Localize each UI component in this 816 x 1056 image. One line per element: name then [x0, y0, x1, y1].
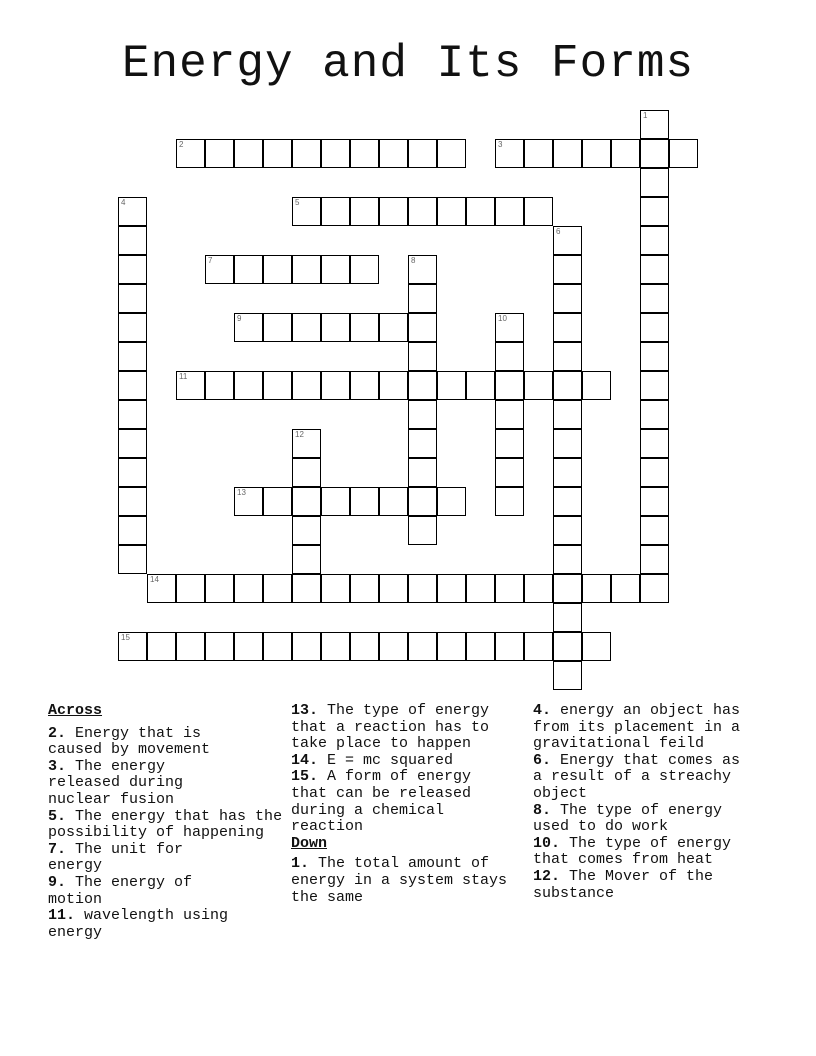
- grid-cell[interactable]: [640, 400, 669, 429]
- clue-number: 6: [556, 227, 561, 236]
- grid-cell[interactable]: [118, 371, 147, 400]
- clue-across-15: 15. A form of energy that can be released during a chemical reaction: [291, 768, 472, 836]
- grid-cell[interactable]: [321, 139, 350, 168]
- grid-cell[interactable]: [263, 487, 292, 516]
- clue-number: 14: [150, 575, 159, 584]
- grid-cell[interactable]: [408, 516, 437, 545]
- clue-down-1: 1. The total amount of energy in a system stays the same: [291, 855, 508, 906]
- grid-cell[interactable]: [495, 139, 524, 168]
- grid-cell[interactable]: [640, 371, 669, 400]
- grid-cell[interactable]: [321, 574, 350, 603]
- grid-cell[interactable]: [408, 429, 437, 458]
- grid-cell[interactable]: [118, 226, 147, 255]
- grid-cell[interactable]: [350, 632, 379, 661]
- grid-cell[interactable]: [495, 487, 524, 516]
- grid-cell[interactable]: [118, 487, 147, 516]
- grid-cell[interactable]: [553, 516, 582, 545]
- grid-cell[interactable]: [350, 197, 379, 226]
- grid-cell[interactable]: [350, 313, 379, 342]
- grid-cell[interactable]: [379, 632, 408, 661]
- clue-number: 4: [121, 198, 126, 207]
- grid-cell[interactable]: [640, 226, 669, 255]
- clue-number: 5: [295, 198, 300, 207]
- grid-cell[interactable]: [234, 255, 263, 284]
- grid-cell[interactable]: [640, 342, 669, 371]
- grid-cell[interactable]: [321, 487, 350, 516]
- grid-cell[interactable]: [292, 313, 321, 342]
- clue-across-7: 7. The unit for energy: [48, 840, 184, 875]
- clue-down-4: 4. energy an object has from its placement in a gravitational feild: [533, 702, 741, 753]
- grid-cell[interactable]: [495, 429, 524, 458]
- grid-cell[interactable]: [553, 284, 582, 313]
- grid-cell[interactable]: [263, 255, 292, 284]
- grid-cell[interactable]: [263, 139, 292, 168]
- grid-cell[interactable]: [553, 342, 582, 371]
- clue-across-9: 9. The energy of motion: [48, 873, 193, 908]
- grid-cell[interactable]: [292, 516, 321, 545]
- grid-cell[interactable]: [321, 197, 350, 226]
- clue-down-8: 8. The type of energy used to do work: [533, 801, 723, 836]
- grid-cell[interactable]: [640, 255, 669, 284]
- grid-cell[interactable]: [524, 139, 553, 168]
- grid-cell[interactable]: [524, 371, 553, 400]
- grid-cell[interactable]: [553, 545, 582, 574]
- grid-cell[interactable]: [408, 197, 437, 226]
- grid-cell[interactable]: [176, 632, 205, 661]
- grid-cell[interactable]: [176, 371, 205, 400]
- clue-down-12: 12. The Mover of the substance: [533, 867, 714, 902]
- grid-cell[interactable]: [553, 632, 582, 661]
- grid-cell[interactable]: [553, 226, 582, 255]
- grid-cell[interactable]: [553, 313, 582, 342]
- grid-cell[interactable]: [205, 255, 234, 284]
- grid-cell[interactable]: [379, 371, 408, 400]
- clue-down-10: 10. The type of energy that comes from heat: [533, 834, 732, 869]
- grid-cell[interactable]: [437, 139, 466, 168]
- grid-cell[interactable]: [408, 371, 437, 400]
- clue-across-5: 5. The energy that has the possibility of happening: [48, 807, 283, 842]
- grid-cell[interactable]: [640, 429, 669, 458]
- grid-cell[interactable]: [292, 139, 321, 168]
- grid-cell[interactable]: [553, 139, 582, 168]
- grid-cell[interactable]: [292, 632, 321, 661]
- grid-cell[interactable]: [292, 429, 321, 458]
- grid-cell[interactable]: [553, 661, 582, 690]
- grid-cell[interactable]: [118, 284, 147, 313]
- grid-cell[interactable]: [176, 574, 205, 603]
- grid-cell[interactable]: [292, 574, 321, 603]
- grid-cell[interactable]: [292, 371, 321, 400]
- clues-column-3: [533, 703, 768, 902]
- grid-cell[interactable]: [292, 458, 321, 487]
- grid-cell[interactable]: [437, 371, 466, 400]
- grid-cell[interactable]: [118, 197, 147, 226]
- grid-cell[interactable]: [379, 139, 408, 168]
- grid-cell[interactable]: [118, 545, 147, 574]
- grid-cell[interactable]: [611, 139, 640, 168]
- grid-cell[interactable]: [350, 371, 379, 400]
- grid-cell[interactable]: [263, 574, 292, 603]
- grid-cell[interactable]: [466, 574, 495, 603]
- grid-cell[interactable]: [408, 284, 437, 313]
- grid-cell[interactable]: [640, 139, 669, 168]
- grid-cell[interactable]: [524, 197, 553, 226]
- grid-cell[interactable]: [263, 632, 292, 661]
- grid-cell[interactable]: [495, 371, 524, 400]
- grid-cell[interactable]: [640, 545, 669, 574]
- clue-number: 7: [208, 256, 213, 265]
- clue-number: 3: [498, 140, 503, 149]
- grid-cell[interactable]: [553, 458, 582, 487]
- grid-cell[interactable]: [408, 487, 437, 516]
- grid-cell[interactable]: [263, 313, 292, 342]
- grid-cell[interactable]: [321, 313, 350, 342]
- grid-cell[interactable]: [640, 458, 669, 487]
- grid-cell[interactable]: [408, 458, 437, 487]
- grid-cell[interactable]: [582, 139, 611, 168]
- clue-number: 1: [643, 111, 648, 120]
- grid-cell[interactable]: [147, 574, 176, 603]
- grid-cell[interactable]: [408, 632, 437, 661]
- grid-cell[interactable]: [669, 139, 698, 168]
- grid-cell[interactable]: [379, 487, 408, 516]
- grid-cell[interactable]: [495, 342, 524, 371]
- across-heading: Across: [48, 702, 103, 719]
- grid-cell[interactable]: [118, 400, 147, 429]
- grid-cell[interactable]: [292, 197, 321, 226]
- grid-cell[interactable]: [640, 110, 669, 139]
- grid-cell[interactable]: [118, 516, 147, 545]
- grid-cell[interactable]: [205, 632, 234, 661]
- grid-cell[interactable]: [379, 197, 408, 226]
- grid-cell[interactable]: [495, 458, 524, 487]
- grid-cell[interactable]: [495, 574, 524, 603]
- grid-cell[interactable]: [408, 139, 437, 168]
- grid-cell[interactable]: [205, 371, 234, 400]
- clues-column-2: [291, 703, 521, 906]
- grid-cell[interactable]: [408, 255, 437, 284]
- clues-column-1: [48, 703, 283, 941]
- grid-cell[interactable]: [118, 458, 147, 487]
- grid-cell[interactable]: [379, 574, 408, 603]
- grid-cell[interactable]: [553, 371, 582, 400]
- grid-cell[interactable]: [553, 574, 582, 603]
- grid-cell[interactable]: [640, 516, 669, 545]
- grid-cell[interactable]: [466, 371, 495, 400]
- clue-number: 12: [295, 430, 304, 439]
- grid-cell[interactable]: [292, 255, 321, 284]
- grid-cell[interactable]: [176, 139, 205, 168]
- grid-cell[interactable]: [408, 574, 437, 603]
- grid-cell[interactable]: [495, 197, 524, 226]
- grid-cell[interactable]: [147, 632, 176, 661]
- clue-number: 9: [237, 314, 242, 323]
- grid-cell[interactable]: [495, 632, 524, 661]
- grid-cell[interactable]: [350, 574, 379, 603]
- grid-cell[interactable]: [321, 255, 350, 284]
- down-heading: Down: [291, 834, 328, 852]
- clue-across-14: 14. E = mc squared: [291, 751, 454, 769]
- grid-cell[interactable]: [408, 400, 437, 429]
- grid-cell[interactable]: [118, 255, 147, 284]
- grid-cell[interactable]: [524, 574, 553, 603]
- grid-cell[interactable]: [234, 313, 263, 342]
- grid-cell[interactable]: [495, 400, 524, 429]
- grid-cell[interactable]: [350, 487, 379, 516]
- grid-cell[interactable]: [437, 487, 466, 516]
- grid-cell[interactable]: [263, 371, 292, 400]
- grid-cell[interactable]: [466, 632, 495, 661]
- clue-across-11: 11. wavelength using energy: [48, 907, 229, 941]
- clue-number: 11: [179, 372, 188, 381]
- clue-across-13: 13. The type of energy that a reaction has to take place to happen: [291, 702, 490, 753]
- clue-number: 8: [411, 256, 416, 265]
- grid-cell[interactable]: [321, 371, 350, 400]
- grid-cell[interactable]: [553, 429, 582, 458]
- grid-cell[interactable]: [553, 603, 582, 632]
- grid-cell[interactable]: [640, 284, 669, 313]
- grid-cell[interactable]: [495, 313, 524, 342]
- grid-cell[interactable]: [234, 574, 263, 603]
- grid-cell[interactable]: [553, 487, 582, 516]
- grid-cell[interactable]: [640, 197, 669, 226]
- grid-cell[interactable]: [234, 487, 263, 516]
- grid-cell[interactable]: [553, 255, 582, 284]
- grid-cell[interactable]: [408, 342, 437, 371]
- grid-cell[interactable]: [350, 139, 379, 168]
- grid-cell[interactable]: [582, 371, 611, 400]
- grid-cell[interactable]: [292, 545, 321, 574]
- grid-cell[interactable]: [379, 313, 408, 342]
- grid-cell[interactable]: [582, 632, 611, 661]
- grid-cell[interactable]: [118, 632, 147, 661]
- grid-cell[interactable]: [640, 574, 669, 603]
- clue-across-3: 3. The energy released during nuclear fusion: [48, 757, 184, 808]
- grid-cell[interactable]: [205, 139, 234, 168]
- grid-cell[interactable]: [350, 255, 379, 284]
- grid-cell[interactable]: [524, 632, 553, 661]
- grid-cell[interactable]: [205, 574, 234, 603]
- grid-cell[interactable]: [234, 632, 263, 661]
- grid-cell[interactable]: [408, 313, 437, 342]
- grid-cell[interactable]: [611, 574, 640, 603]
- clue-across-2: 2. Energy that is caused by movement: [48, 724, 211, 759]
- grid-cell[interactable]: [118, 313, 147, 342]
- grid-cell[interactable]: [466, 197, 495, 226]
- puzzle-title: Energy and Its Forms: [121, 38, 695, 90]
- grid-cell[interactable]: [437, 574, 466, 603]
- grid-cell[interactable]: [292, 487, 321, 516]
- clue-number: 2: [179, 140, 184, 149]
- clue-down-6: 6. Energy that comes as a result of a streachy object: [533, 751, 741, 802]
- grid-cell[interactable]: [234, 139, 263, 168]
- grid-cell[interactable]: [640, 487, 669, 516]
- grid-cell[interactable]: [640, 313, 669, 342]
- grid-cell[interactable]: [234, 371, 263, 400]
- grid-cell[interactable]: [640, 168, 669, 197]
- grid-cell[interactable]: [437, 632, 466, 661]
- grid-cell[interactable]: [553, 400, 582, 429]
- grid-cell[interactable]: [437, 197, 466, 226]
- clue-number: 10: [498, 314, 507, 323]
- clue-number: 13: [237, 488, 246, 497]
- grid-cell[interactable]: [321, 632, 350, 661]
- grid-cell[interactable]: [582, 574, 611, 603]
- grid-cell[interactable]: [118, 429, 147, 458]
- clue-number: 15: [121, 633, 130, 642]
- grid-cell[interactable]: [118, 342, 147, 371]
